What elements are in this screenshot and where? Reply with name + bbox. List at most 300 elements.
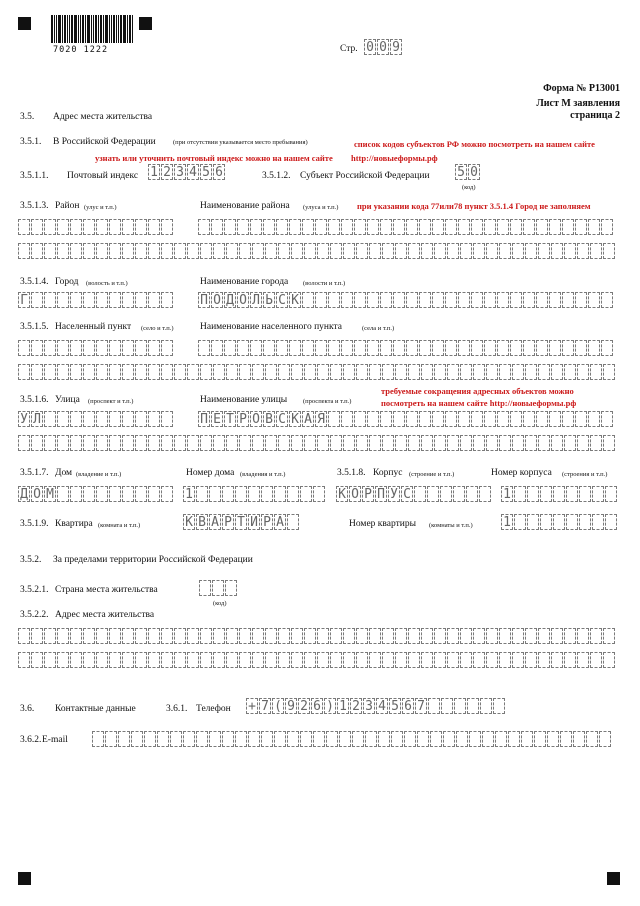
input-cell[interactable]: Я (315, 411, 327, 427)
input-cell[interactable] (564, 652, 576, 668)
input-cell[interactable]: О (250, 411, 262, 427)
input-cell[interactable] (239, 243, 251, 259)
input-cell[interactable] (304, 652, 316, 668)
input-cell[interactable]: А (209, 514, 221, 530)
input-cell[interactable] (263, 219, 275, 235)
input-cell[interactable] (605, 486, 617, 502)
input-cell[interactable] (547, 731, 559, 747)
input-cell[interactable]: С (276, 411, 288, 427)
input-cell[interactable] (96, 292, 108, 308)
input-cell[interactable] (471, 340, 483, 356)
input-cell[interactable] (562, 292, 574, 308)
input-cell[interactable] (83, 628, 95, 644)
input-cell[interactable] (96, 243, 108, 259)
input-cell[interactable] (497, 292, 509, 308)
input-cell[interactable] (341, 340, 353, 356)
input-cell[interactable] (395, 364, 407, 380)
input-cell[interactable]: 9 (285, 698, 297, 714)
input-cell[interactable] (369, 243, 381, 259)
input-cell[interactable]: К (289, 292, 301, 308)
input-cell[interactable]: Ь (263, 292, 275, 308)
input-cell[interactable] (421, 243, 433, 259)
street-name-cells-line2[interactable] (18, 435, 616, 451)
input-cell[interactable] (44, 292, 56, 308)
input-cell[interactable] (96, 652, 108, 668)
input-cell[interactable] (31, 652, 43, 668)
input-cell[interactable] (603, 435, 615, 451)
input-cell[interactable] (473, 243, 485, 259)
input-cell[interactable] (317, 628, 329, 644)
input-cell[interactable] (428, 698, 440, 714)
input-cell[interactable] (499, 243, 511, 259)
input-cell[interactable] (209, 486, 221, 502)
input-cell[interactable] (196, 731, 208, 747)
input-cell[interactable] (525, 243, 537, 259)
input-cell[interactable] (326, 731, 338, 747)
input-cell[interactable] (161, 364, 173, 380)
foreign-address-cells-line2[interactable] (18, 652, 616, 668)
input-cell[interactable] (551, 364, 563, 380)
input-cell[interactable] (18, 628, 30, 644)
input-cell[interactable] (209, 731, 221, 747)
input-cell[interactable] (514, 486, 526, 502)
input-cell[interactable] (579, 486, 591, 502)
input-cell[interactable] (83, 292, 95, 308)
input-cell[interactable] (239, 364, 251, 380)
input-cell[interactable] (566, 486, 578, 502)
input-cell[interactable] (109, 411, 121, 427)
input-cell[interactable] (18, 652, 30, 668)
input-cell[interactable] (278, 435, 290, 451)
country-code-cells[interactable] (199, 580, 238, 596)
input-cell[interactable] (122, 486, 134, 502)
input-cell[interactable] (265, 364, 277, 380)
input-cell[interactable] (174, 652, 186, 668)
input-cell[interactable] (434, 652, 446, 668)
input-cell[interactable] (538, 628, 550, 644)
input-cell[interactable] (57, 411, 69, 427)
input-cell[interactable] (161, 652, 173, 668)
input-cell[interactable]: Е (211, 411, 223, 427)
input-cell[interactable]: 0 (377, 39, 389, 55)
input-cell[interactable] (341, 219, 353, 235)
input-cell[interactable]: 5 (455, 164, 467, 180)
input-cell[interactable] (430, 731, 442, 747)
input-cell[interactable] (174, 243, 186, 259)
input-cell[interactable] (31, 292, 43, 308)
input-cell[interactable] (70, 486, 82, 502)
district-name-cells[interactable] (198, 219, 614, 235)
input-cell[interactable] (313, 731, 325, 747)
input-cell[interactable] (566, 514, 578, 530)
input-cell[interactable] (343, 652, 355, 668)
input-cell[interactable] (367, 292, 379, 308)
input-cell[interactable] (31, 435, 43, 451)
input-cell[interactable]: 0 (364, 39, 376, 55)
input-cell[interactable] (499, 364, 511, 380)
input-cell[interactable] (174, 435, 186, 451)
input-cell[interactable] (495, 731, 507, 747)
input-cell[interactable] (484, 219, 496, 235)
input-cell[interactable] (109, 292, 121, 308)
input-cell[interactable] (525, 435, 537, 451)
input-cell[interactable] (252, 652, 264, 668)
input-cell[interactable]: 1 (501, 486, 513, 502)
input-cell[interactable]: Л (31, 411, 43, 427)
email-cells[interactable] (92, 731, 612, 747)
input-cell[interactable] (575, 292, 587, 308)
input-cell[interactable] (445, 411, 457, 427)
input-cell[interactable] (512, 364, 524, 380)
input-cell[interactable] (586, 731, 598, 747)
input-cell[interactable] (200, 435, 212, 451)
input-cell[interactable] (523, 292, 535, 308)
input-cell[interactable] (601, 219, 613, 235)
input-cell[interactable] (434, 364, 446, 380)
input-cell[interactable] (508, 731, 520, 747)
input-cell[interactable] (510, 340, 522, 356)
input-cell[interactable] (198, 219, 210, 235)
input-cell[interactable] (380, 411, 392, 427)
input-cell[interactable] (148, 364, 160, 380)
input-cell[interactable] (473, 628, 485, 644)
input-cell[interactable] (432, 292, 444, 308)
input-cell[interactable] (109, 340, 121, 356)
input-cell[interactable] (213, 243, 225, 259)
input-cell[interactable]: 5 (389, 698, 401, 714)
input-cell[interactable] (486, 652, 498, 668)
input-cell[interactable]: И (248, 514, 260, 530)
input-cell[interactable] (18, 364, 30, 380)
input-cell[interactable] (96, 340, 108, 356)
input-cell[interactable] (213, 652, 225, 668)
input-cell[interactable] (239, 652, 251, 668)
input-cell[interactable] (549, 411, 561, 427)
input-cell[interactable] (213, 364, 225, 380)
input-cell[interactable] (44, 628, 56, 644)
input-cell[interactable] (466, 486, 478, 502)
input-cell[interactable] (380, 219, 392, 235)
input-cell[interactable] (601, 340, 613, 356)
input-cell[interactable]: П (198, 411, 210, 427)
input-cell[interactable]: Т (235, 514, 247, 530)
input-cell[interactable] (276, 219, 288, 235)
input-cell[interactable] (427, 486, 439, 502)
input-cell[interactable] (96, 411, 108, 427)
input-cell[interactable] (564, 628, 576, 644)
input-cell[interactable]: В (263, 411, 275, 427)
input-cell[interactable]: Д (224, 292, 236, 308)
input-cell[interactable] (553, 514, 565, 530)
input-cell[interactable] (369, 435, 381, 451)
input-cell[interactable] (499, 628, 511, 644)
input-cell[interactable] (313, 486, 325, 502)
input-cell[interactable] (198, 340, 210, 356)
input-cell[interactable]: 9 (390, 39, 402, 55)
input-cell[interactable] (352, 731, 364, 747)
input-cell[interactable] (135, 292, 147, 308)
input-cell[interactable] (538, 364, 550, 380)
input-cell[interactable] (458, 292, 470, 308)
input-cell[interactable] (57, 340, 69, 356)
input-cell[interactable]: С (401, 486, 413, 502)
input-cell[interactable] (83, 340, 95, 356)
input-cell[interactable] (304, 628, 316, 644)
input-cell[interactable] (148, 340, 160, 356)
input-cell[interactable] (525, 628, 537, 644)
input-cell[interactable] (408, 628, 420, 644)
input-cell[interactable] (575, 219, 587, 235)
input-cell[interactable] (70, 340, 82, 356)
input-cell[interactable] (408, 435, 420, 451)
input-cell[interactable] (393, 411, 405, 427)
input-cell[interactable] (330, 435, 342, 451)
input-cell[interactable] (443, 731, 455, 747)
input-cell[interactable] (473, 435, 485, 451)
input-cell[interactable]: 7 (415, 698, 427, 714)
input-cell[interactable] (135, 486, 147, 502)
input-cell[interactable] (447, 652, 459, 668)
input-cell[interactable] (18, 435, 30, 451)
input-cell[interactable] (534, 731, 546, 747)
input-cell[interactable] (538, 652, 550, 668)
input-cell[interactable] (527, 486, 539, 502)
input-cell[interactable] (341, 411, 353, 427)
input-cell[interactable] (460, 364, 472, 380)
input-cell[interactable] (274, 486, 286, 502)
input-cell[interactable] (96, 628, 108, 644)
input-cell[interactable] (302, 340, 314, 356)
input-cell[interactable] (291, 435, 303, 451)
input-cell[interactable] (226, 652, 238, 668)
input-cell[interactable] (70, 652, 82, 668)
input-cell[interactable] (196, 486, 208, 502)
input-cell[interactable] (187, 435, 199, 451)
input-cell[interactable] (317, 243, 329, 259)
input-cell[interactable] (460, 652, 472, 668)
input-cell[interactable] (302, 219, 314, 235)
input-cell[interactable] (161, 486, 173, 502)
input-cell[interactable] (354, 411, 366, 427)
input-cell[interactable] (395, 435, 407, 451)
input-cell[interactable] (44, 364, 56, 380)
input-cell[interactable] (445, 219, 457, 235)
input-cell[interactable] (393, 219, 405, 235)
input-cell[interactable] (83, 219, 95, 235)
input-cell[interactable] (122, 292, 134, 308)
input-cell[interactable] (382, 364, 394, 380)
input-cell[interactable] (536, 292, 548, 308)
input-cell[interactable] (44, 652, 56, 668)
input-cell[interactable] (70, 243, 82, 259)
input-cell[interactable] (330, 652, 342, 668)
input-cell[interactable] (419, 340, 431, 356)
input-cell[interactable] (237, 219, 249, 235)
input-cell[interactable] (239, 435, 251, 451)
street-type-cells[interactable] (18, 411, 174, 427)
input-cell[interactable] (432, 411, 444, 427)
postal-code-cells[interactable] (148, 164, 226, 180)
input-cell[interactable] (356, 364, 368, 380)
input-cell[interactable] (183, 731, 195, 747)
input-cell[interactable] (252, 435, 264, 451)
input-cell[interactable] (317, 435, 329, 451)
input-cell[interactable] (369, 364, 381, 380)
input-cell[interactable] (536, 340, 548, 356)
input-cell[interactable] (304, 243, 316, 259)
input-cell[interactable] (330, 364, 342, 380)
input-cell[interactable] (484, 411, 496, 427)
input-cell[interactable] (471, 292, 483, 308)
input-cell[interactable] (70, 435, 82, 451)
input-cell[interactable] (419, 411, 431, 427)
input-cell[interactable] (343, 628, 355, 644)
input-cell[interactable] (406, 340, 418, 356)
input-cell[interactable] (395, 652, 407, 668)
input-cell[interactable]: 2 (350, 698, 362, 714)
input-cell[interactable] (469, 731, 481, 747)
input-cell[interactable] (441, 698, 453, 714)
input-cell[interactable] (161, 411, 173, 427)
input-cell[interactable] (315, 219, 327, 235)
input-cell[interactable] (447, 435, 459, 451)
input-cell[interactable] (83, 243, 95, 259)
input-cell[interactable] (70, 628, 82, 644)
input-cell[interactable] (536, 219, 548, 235)
input-cell[interactable] (510, 411, 522, 427)
input-cell[interactable] (391, 731, 403, 747)
input-cell[interactable] (590, 628, 602, 644)
input-cell[interactable] (551, 435, 563, 451)
input-cell[interactable] (122, 364, 134, 380)
input-cell[interactable] (291, 652, 303, 668)
input-cell[interactable]: П (198, 292, 210, 308)
input-cell[interactable] (135, 340, 147, 356)
input-cell[interactable]: Т (224, 411, 236, 427)
input-cell[interactable] (330, 243, 342, 259)
input-cell[interactable]: А (274, 514, 286, 530)
input-cell[interactable] (291, 628, 303, 644)
input-cell[interactable] (341, 292, 353, 308)
input-cell[interactable] (83, 364, 95, 380)
input-cell[interactable] (393, 292, 405, 308)
input-cell[interactable] (222, 486, 234, 502)
input-cell[interactable]: К (289, 411, 301, 427)
input-cell[interactable] (356, 628, 368, 644)
input-cell[interactable] (252, 628, 264, 644)
input-cell[interactable] (96, 219, 108, 235)
input-cell[interactable] (460, 435, 472, 451)
input-cell[interactable] (467, 698, 479, 714)
input-cell[interactable] (92, 731, 104, 747)
input-cell[interactable] (471, 219, 483, 235)
input-cell[interactable]: 1 (337, 698, 349, 714)
input-cell[interactable] (135, 364, 147, 380)
locality-name-cells-line2[interactable] (18, 364, 616, 380)
input-cell[interactable] (380, 292, 392, 308)
input-cell[interactable]: + (246, 698, 258, 714)
input-cell[interactable] (525, 652, 537, 668)
input-cell[interactable] (83, 435, 95, 451)
input-cell[interactable] (57, 243, 69, 259)
input-cell[interactable]: 7 (259, 698, 271, 714)
input-cell[interactable] (588, 411, 600, 427)
input-cell[interactable] (560, 731, 572, 747)
input-cell[interactable]: А (302, 411, 314, 427)
input-cell[interactable] (512, 435, 524, 451)
input-cell[interactable] (601, 292, 613, 308)
input-cell[interactable] (187, 364, 199, 380)
locality-type-cells[interactable] (18, 340, 174, 356)
input-cell[interactable] (135, 652, 147, 668)
input-cell[interactable] (135, 219, 147, 235)
input-cell[interactable] (486, 435, 498, 451)
input-cell[interactable] (105, 731, 117, 747)
input-cell[interactable] (525, 364, 537, 380)
subject-code-cells[interactable] (455, 164, 481, 180)
input-cell[interactable] (356, 243, 368, 259)
input-cell[interactable]: Л (250, 292, 262, 308)
input-cell[interactable] (287, 514, 299, 530)
input-cell[interactable] (44, 435, 56, 451)
input-cell[interactable]: 6 (402, 698, 414, 714)
input-cell[interactable] (213, 628, 225, 644)
input-cell[interactable] (538, 435, 550, 451)
input-cell[interactable]: 2 (298, 698, 310, 714)
input-cell[interactable] (419, 219, 431, 235)
city-type-cells[interactable] (18, 292, 174, 308)
input-cell[interactable] (328, 292, 340, 308)
input-cell[interactable] (274, 731, 286, 747)
input-cell[interactable] (590, 435, 602, 451)
input-cell[interactable]: 1 (183, 486, 195, 502)
city-name-cells[interactable] (198, 292, 614, 308)
input-cell[interactable]: О (211, 292, 223, 308)
input-cell[interactable] (590, 243, 602, 259)
input-cell[interactable] (603, 652, 615, 668)
input-cell[interactable] (588, 292, 600, 308)
input-cell[interactable] (96, 486, 108, 502)
input-cell[interactable] (408, 364, 420, 380)
input-cell[interactable] (187, 243, 199, 259)
input-cell[interactable] (454, 698, 466, 714)
input-cell[interactable] (315, 340, 327, 356)
input-cell[interactable] (497, 219, 509, 235)
input-cell[interactable] (484, 292, 496, 308)
input-cell[interactable] (31, 340, 43, 356)
input-cell[interactable]: 4 (187, 164, 199, 180)
input-cell[interactable] (460, 243, 472, 259)
input-cell[interactable] (579, 514, 591, 530)
input-cell[interactable] (226, 243, 238, 259)
building-number-cells[interactable] (501, 486, 618, 502)
input-cell[interactable] (161, 340, 173, 356)
input-cell[interactable] (458, 411, 470, 427)
input-cell[interactable]: К (183, 514, 195, 530)
input-cell[interactable] (261, 731, 273, 747)
input-cell[interactable] (135, 435, 147, 451)
input-cell[interactable] (328, 411, 340, 427)
input-cell[interactable] (421, 364, 433, 380)
input-cell[interactable] (549, 292, 561, 308)
input-cell[interactable] (406, 219, 418, 235)
input-cell[interactable] (239, 628, 251, 644)
input-cell[interactable] (382, 243, 394, 259)
input-cell[interactable] (369, 652, 381, 668)
input-cell[interactable] (367, 411, 379, 427)
input-cell[interactable] (161, 435, 173, 451)
input-cell[interactable] (527, 514, 539, 530)
